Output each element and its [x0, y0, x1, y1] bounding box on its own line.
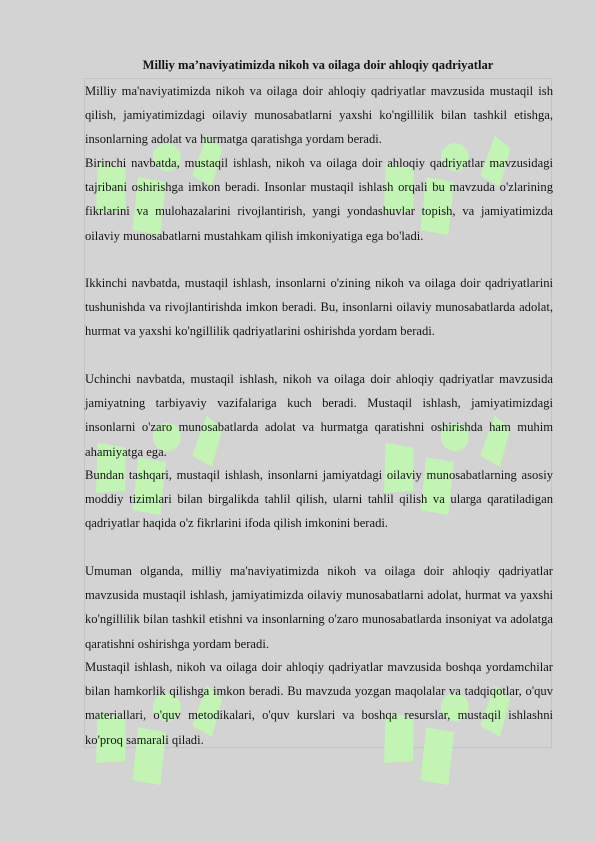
paragraph-6: Umuman olganda, milliy ma'naviyatimizda nikoh va oilaga doir ahloqiy qadriyatlar mavzusida mustaqil ishlash, jamiyatimizda oilaviy munosabatlarni adolat, hurmat va yaxshi ko'ngillilik bilan tashkil etishni va insonlarning o'zaro munosabatlarda insoniyat va adolatga qaratishni oshirishga yordam beradi. — [85, 564, 553, 651]
document-title: Milliy ma’naviyatimizda nikoh va oilaga doir ahloqiy qadriyatlar — [142, 58, 494, 72]
paragraph-3: Ikkinchi navbatda, mustaqil ishlash, insonlarni o'zining nikoh va oilaga doir qadriyatlarini tushunishda va rivojlantirishda imkon beradi. Bu, insonlarni oilaviy munosabatlarda adolat, hurmat va yaxshi ko'ngillilik qadriyatlarini oshirishda yordam beradi. — [85, 276, 553, 339]
paragraph-1: Milliy ma'naviyatimizda nikoh va oilaga doir ahloqiy qadriyatlar mavzusida mustaqil ish qilish, jamiyatimizdagi oilaviy munosabatlarni yaxshi ko'ngillilik bilan tashkil etishga, insonlarning adolat va hurmatga qaratishga yordam beradi. — [85, 84, 553, 147]
paragraph-4: Uchinchi navbatda, mustaqil ishlash, nikoh va oilaga doir ahloqiy qadriyatlar mavzusida jamiyatning tarbiyaviy vazifalariga kuch beradi. Mustaqil ishlash, jamiyatimizdagi insonlarni o'zaro munosabatlarda adolat va hurmatga qaratishni oshirishda ham muhim ahamiyatga ega. — [85, 372, 553, 459]
paragraph-5: Bundan tashqari, mustaqil ishlash, insonlarni jamiyatdagi oilaviy munosabatlarning asosiy moddiy tizimlari bilan birgalikda tahlil qilish, ularni tahlil qilish va ularga qaratiladigan qadriyatlar haqida o'z fikrlarini ifoda qilish imkonini beradi. — [85, 468, 553, 531]
paragraph-2: Birinchi navbatda, mustaqil ishlash, nikoh va oilaga doir ahloqiy qadriyatlar mavzusidagi tajribani oshirishga imkon beradi. Insonlar mustaqil ishlash orqali bu mavzuda o'zlarining fikrlarini va mulohazalarini rivojlantirish, yangi yondashuvlar topish, va jamiyatimizda oilaviy munosabatlarni mustahkam qilish imkoniyatiga ega bo'ladi. — [85, 156, 553, 243]
paragraph-7: Mustaqil ishlash, nikoh va oilaga doir ahloqiy qadriyatlar mavzusida boshqa yordamchilar bilan hamkorlik qilishga imkon beradi. Bu mavzuda yozgan maqolalar va tadqiqotlar, o'quv materiallari, o'quv metodikalari, o'quv kurslari va boshqa resurslar, mustaqil ishlashni ko'proq samarali qiladi. — [85, 660, 553, 747]
